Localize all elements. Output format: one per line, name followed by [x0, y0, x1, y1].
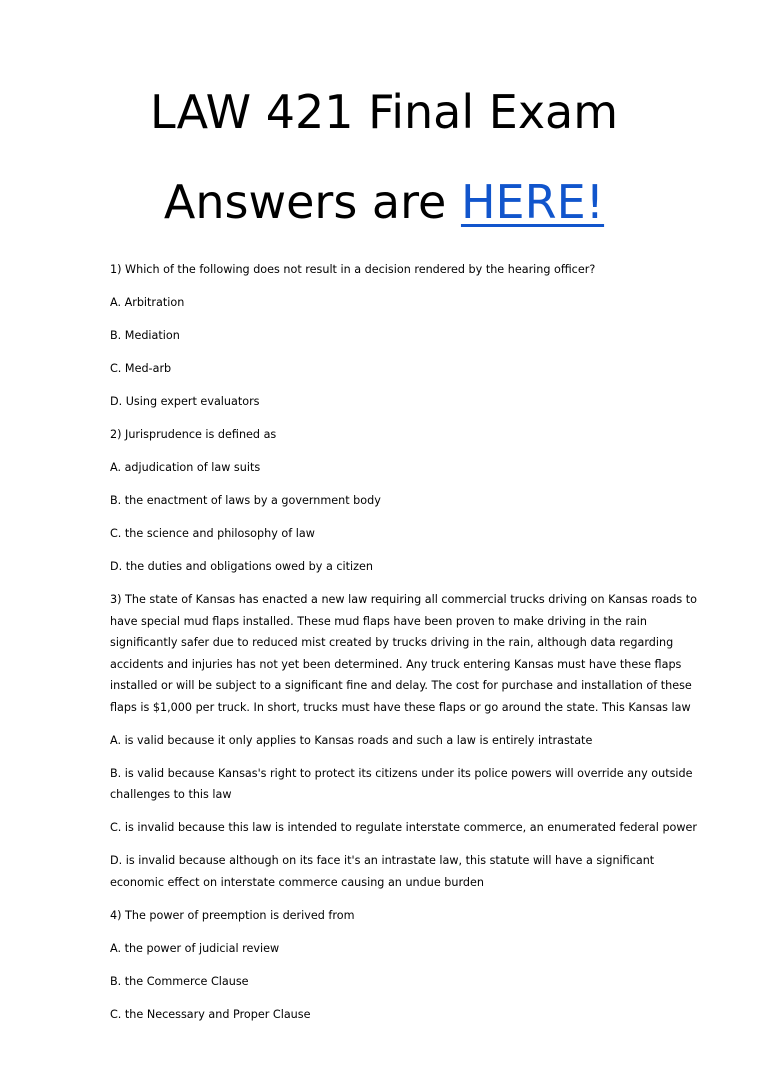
question-2-option-d: D. the duties and obligations owed by a citizen: [110, 560, 373, 573]
question-4: 4) The power of preemption is derived from: [110, 908, 355, 922]
question-3-line: installed or will be subject to a significant fine and delay. The cost for purchase and installation of these: [110, 679, 692, 692]
question-3-option-a: A. is valid because it only applies to Kansas roads and such a law is entirely intrastate: [110, 733, 593, 747]
question-2: 2) Jurisprudence is defined as: [110, 428, 277, 441]
question-4-option-c: C. the Necessary and Proper Clause: [110, 1007, 311, 1021]
question-3-option-d-line: D. is invalid because although on its face it's an intrastate law, this statute will have a significant: [110, 854, 655, 867]
question-2-option-b: B. the enactment of laws by a government body: [110, 494, 381, 507]
question-1: 1) Which of the following does not result in a decision rendered by the hearing officer?: [110, 263, 596, 276]
question-1-option-c: C. Med-arb: [110, 362, 172, 375]
subtitle-prefix: Answers are: [163, 175, 461, 229]
exam-body: [110, 259, 720, 1037]
question-1-option-b: B. Mediation: [110, 329, 180, 342]
question-3-option-d: [110, 850, 720, 893]
question-3-line: accidents and injuries has not yet been determined. Any truck entering Kansas must have these flaps: [110, 657, 682, 671]
question-4-option-a: A. the power of judicial review: [110, 941, 280, 955]
question-3-line: flaps is $1,000 per truck. In short, trucks must have these flaps or go around the state. This Kansas law: [110, 700, 691, 714]
question-3-option-d-line: economic effect on interstate commerce causing an undue burden: [110, 875, 484, 889]
question-3-option-b: [110, 763, 720, 806]
page-title: LAW 421 Final Exam: [149, 85, 619, 139]
question-3-line: 3) The state of Kansas has enacted a new law requiring all commercial trucks driving on Kansas roads to: [110, 593, 698, 606]
question-3-line: significantly safer due to reduced mist created by trucks driving in the rain, although data regarding: [110, 636, 674, 649]
question-2-option-c: C. the science and philosophy of law: [110, 527, 315, 540]
question-1-option-a: A. Arbitration: [110, 296, 185, 309]
question-3-line: have special mud flaps installed. These mud flaps have been proven to make driving in the rain: [110, 614, 647, 628]
question-3: [110, 589, 720, 718]
page-subtitle: [0, 174, 768, 230]
answers-link[interactable]: HERE!: [460, 175, 605, 229]
question-4-option-b: B. the Commerce Clause: [110, 974, 249, 988]
question-3-option-b-line: B. is valid because Kansas's right to protect its citizens under its police powers will override any outside: [110, 766, 693, 780]
question-3-option-c: C. is invalid because this law is intended to regulate interstate commerce, an enumerated federal power: [110, 821, 698, 834]
question-1-option-d: D. Using expert evaluators: [110, 395, 260, 408]
question-2-option-a: A. adjudication of law suits: [110, 461, 261, 474]
question-3-option-b-line: challenges to this law: [110, 788, 232, 801]
